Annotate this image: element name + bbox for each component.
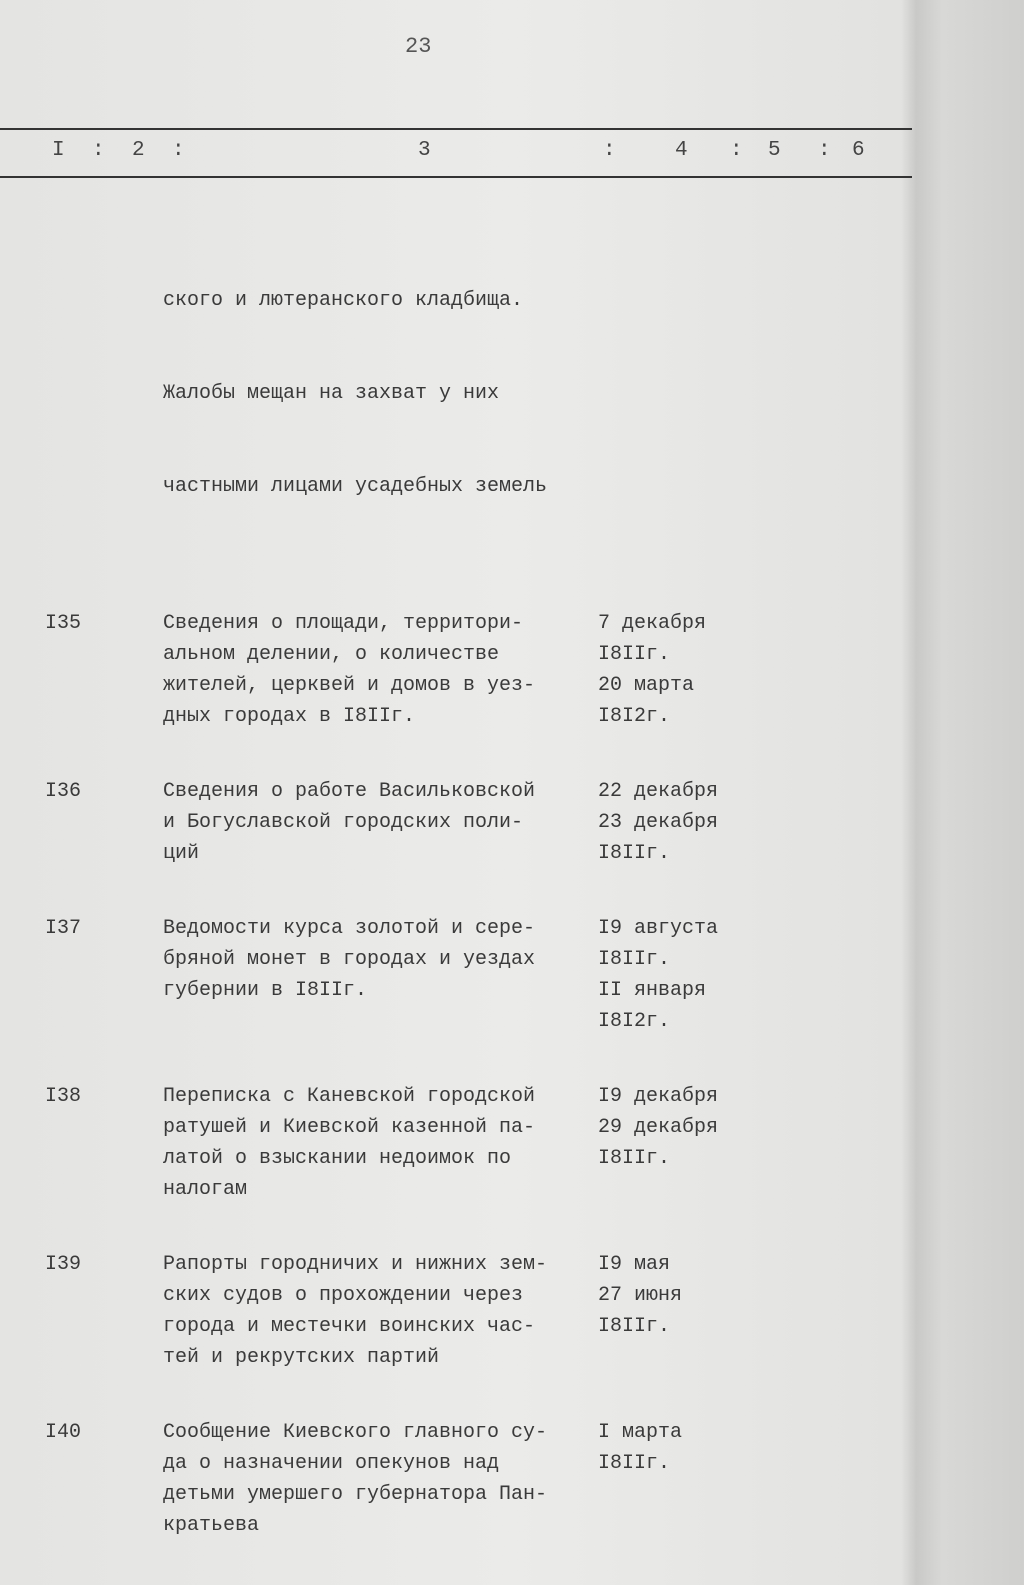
title-line: Сообщение Киевского главного су- xyxy=(163,1421,548,1444)
separator: : xyxy=(172,139,185,162)
entry-title xyxy=(163,776,583,869)
list-item xyxy=(0,1417,900,1541)
list-item xyxy=(0,913,900,1037)
list-item xyxy=(0,1249,900,1373)
title-line: Ведомости курса золотой и сере- xyxy=(163,917,536,940)
title-line: кратьева xyxy=(163,1514,260,1537)
date-line: II января xyxy=(598,979,707,1002)
date-line: I8I2г. xyxy=(598,705,671,728)
entry-number: I38 xyxy=(45,1085,82,1108)
entry-title xyxy=(163,913,583,1037)
date-line: I8IIг. xyxy=(598,842,671,865)
title-line: ций xyxy=(163,842,200,865)
title-line: Сведения о площади, территори- xyxy=(163,612,524,635)
entry-number: I36 xyxy=(45,780,82,803)
title-line: ратушей и Киевской казенной па- xyxy=(163,1116,536,1139)
date-line: I марта xyxy=(598,1421,683,1444)
title-line: и Богуславской городских поли- xyxy=(163,811,524,834)
entry-dates xyxy=(598,913,798,1037)
column-header xyxy=(0,138,900,166)
date-line: I9 мая xyxy=(598,1253,671,1276)
title-line: бряной монет в городах и уездах xyxy=(163,948,536,971)
col-3-header: 3 xyxy=(418,139,431,162)
list-item xyxy=(0,776,900,869)
title-line: Переписка с Каневской городской xyxy=(163,1085,536,1108)
title-line: губернии в I8IIг. xyxy=(163,979,368,1002)
col-5-header: 5 xyxy=(768,139,781,162)
title-line: Рапорты городничих и нижних зем- xyxy=(163,1253,548,1276)
entry-dates xyxy=(598,776,798,869)
date-line: I9 декабря xyxy=(598,1085,719,1108)
date-line: I8IIг. xyxy=(598,1147,671,1170)
entry-title xyxy=(163,1249,583,1373)
title-line: дных городах в I8IIг. xyxy=(163,705,416,728)
title-line: альном делении, о количестве xyxy=(163,643,500,666)
entry-number: I40 xyxy=(45,1421,82,1444)
date-line: 29 декабря xyxy=(598,1116,719,1139)
list-item xyxy=(0,1081,900,1205)
date-line: 23 декабря xyxy=(598,811,719,834)
date-line: I9 августа xyxy=(598,917,719,940)
title-line: ского и лютеранского кладбища. xyxy=(163,289,524,312)
entry-title xyxy=(163,608,583,732)
separator: : xyxy=(818,139,831,162)
title-line: Сведения о работе Васильковской xyxy=(163,780,536,803)
entry-dates xyxy=(598,1249,798,1373)
entry-title xyxy=(163,1081,583,1205)
separator: : xyxy=(603,139,616,162)
entry-title xyxy=(163,1417,583,1541)
entry-number: I35 xyxy=(45,612,82,635)
entry-number: I37 xyxy=(45,917,82,940)
col-6-header: 6 xyxy=(852,139,865,162)
header-bottom-rule xyxy=(0,176,912,178)
date-line: I8IIг. xyxy=(598,1452,671,1475)
title-line: Жалобы мещан на захват у них xyxy=(163,382,500,405)
list-item xyxy=(0,608,900,732)
separator: : xyxy=(730,139,743,162)
entry-dates xyxy=(598,608,798,732)
date-line: 20 марта xyxy=(598,674,695,697)
date-line: I8IIг. xyxy=(598,1315,671,1338)
title-line: латой о взыскании недоимок по xyxy=(163,1147,512,1170)
title-line: жителей, церквей и домов в уез- xyxy=(163,674,536,697)
title-line: тей и рекрутских партий xyxy=(163,1346,440,1369)
col-2-header: 2 xyxy=(132,139,145,162)
col-1-header: I xyxy=(52,139,65,162)
entry-number: I39 xyxy=(45,1253,82,1276)
entries-list xyxy=(0,223,900,1585)
entry-number-empty xyxy=(45,223,125,564)
title-line: ских судов о прохождении через xyxy=(163,1284,524,1307)
date-line: I8IIг. xyxy=(598,643,671,666)
entry-dates xyxy=(598,1417,798,1541)
date-line: I8IIг. xyxy=(598,948,671,971)
title-line: частными лицами усадебных земель xyxy=(163,475,548,498)
title-line: города и местечки воинских час- xyxy=(163,1315,536,1338)
header-top-rule xyxy=(0,128,912,130)
date-line: I8I2г. xyxy=(598,1010,671,1033)
page-number: 23 xyxy=(405,34,432,59)
continuation-entry xyxy=(0,223,900,564)
col-4-header: 4 xyxy=(675,139,688,162)
title-line: налогам xyxy=(163,1178,248,1201)
title-line: да о назначении опекунов над xyxy=(163,1452,500,1475)
date-line: 22 декабря xyxy=(598,780,719,803)
date-line: 27 июня xyxy=(598,1284,683,1307)
entry-title xyxy=(163,223,583,564)
title-line: детьми умершего губернатора Пан- xyxy=(163,1483,548,1506)
date-line: 7 декабря xyxy=(598,612,707,635)
separator: : xyxy=(92,139,105,162)
entry-dates xyxy=(598,1081,798,1205)
